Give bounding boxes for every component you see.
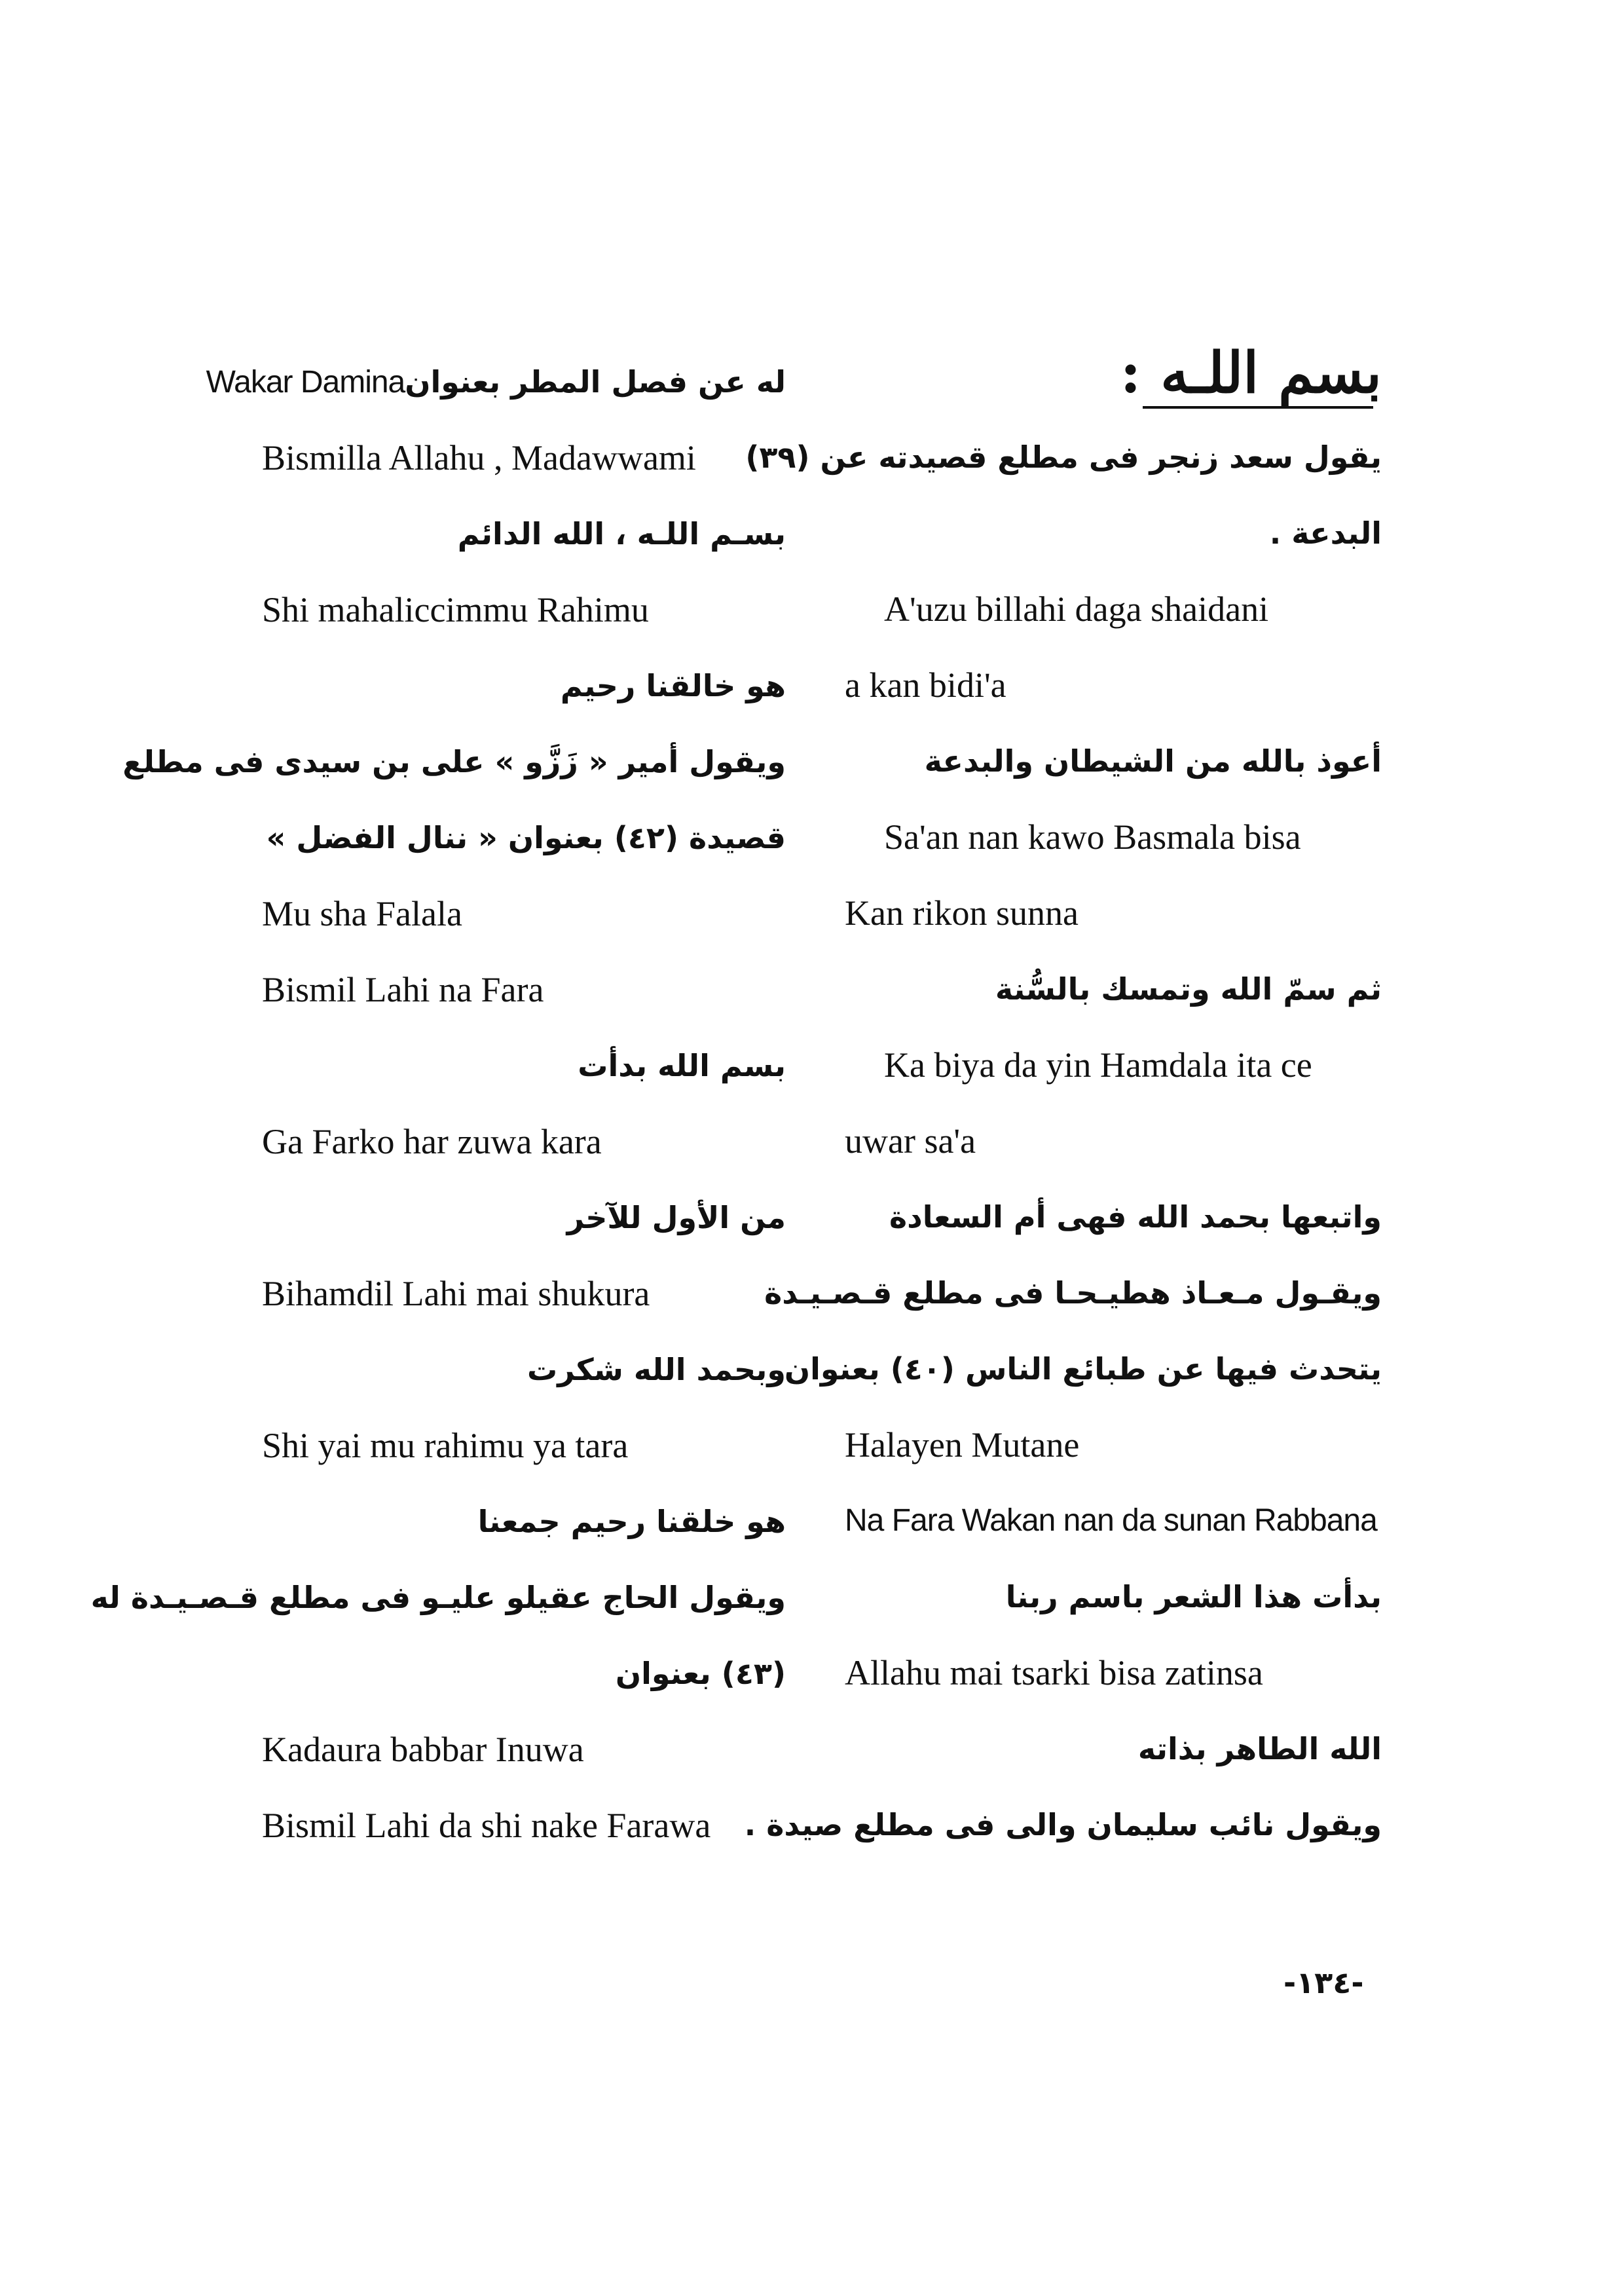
mixed-title-line bbox=[206, 344, 786, 420]
arabic-line: ويقـول مـعـاذ هطيـحـا فى مطلع قـصـيـدة bbox=[764, 1275, 1382, 1311]
arabic-translation-line: ثم سمّ الله وتمسك بالسُّنة bbox=[995, 971, 1382, 1007]
arabic-translation-line: من الأول للآخر bbox=[566, 1200, 786, 1235]
arabic-line: البدعة . bbox=[1269, 515, 1382, 551]
hausa-verse-line: Allahu mai tsarki bisa zatinsa bbox=[845, 1653, 1263, 1692]
page-number: -١٣٤- bbox=[1283, 1965, 1364, 2000]
arabic-line: ويقول نائب سليمان والى فى مطلع صيدة . bbox=[744, 1807, 1382, 1842]
arabic-line: يتحدث فيها عن طبائع الناس (٤٠) بعنوان bbox=[784, 1351, 1382, 1387]
hausa-verse-line: Kan rikon sunna bbox=[845, 893, 1079, 933]
arabic-line: (٤٣) بعنوان bbox=[615, 1656, 786, 1691]
arabic-translation-line: بسـم اللـه ، الله الدائم bbox=[457, 516, 786, 551]
arabic-translation-line: الله الطاهر بذاته bbox=[1137, 1731, 1382, 1766]
hausa-verse-line: Ka biya da yin Hamdala ita ce bbox=[884, 1045, 1312, 1085]
arabic-translation-line: هو خلقنا رحيم جمعنا bbox=[477, 1504, 786, 1539]
arabic-line: ويقول الحاج عقيلو عليـو فى مطلع قـصـيـدة له bbox=[90, 1580, 786, 1615]
hausa-verse-line: A'uzu billahi daga shaidani bbox=[884, 589, 1269, 629]
hausa-verse-line: Ga Farko har zuwa kara bbox=[262, 1122, 602, 1161]
hausa-verse-line: Shi mahaliccimmu Rahimu bbox=[262, 590, 649, 629]
hausa-title-line: Kadaura babbar Inuwa bbox=[262, 1730, 584, 1769]
hausa-verse-line: Na Fara Wakan nan da sunan Rabbana bbox=[845, 1503, 1377, 1538]
right-column bbox=[744, 327, 1382, 1863]
hausa-verse-line: Sa'an nan kawo Basmala bisa bbox=[884, 817, 1301, 857]
arabic-line: ويقول أمير « زَزَّو » على بن سيدى فى مطلع bbox=[122, 744, 786, 779]
hausa-title-line: Mu sha Falala bbox=[262, 894, 462, 933]
hausa-verse-line: Bismil Lahi na Fara bbox=[262, 970, 544, 1009]
hausa-verse-line: uwar sa'a bbox=[845, 1121, 976, 1161]
arabic-translation-line: أعوذ بالله من الشيطان والبدعة bbox=[924, 743, 1382, 779]
hausa-verse-line: Bismilla Allahu , Madawwami bbox=[262, 438, 696, 477]
heading-underline bbox=[1143, 406, 1373, 409]
left-column bbox=[90, 344, 786, 1863]
arabic-line: قصيدة (٤٢) بعنوان « ننال الفضل » bbox=[266, 820, 786, 855]
hausa-verse-line: a kan bidi'a bbox=[845, 665, 1006, 705]
section-heading: بسم اللـه : bbox=[1120, 340, 1382, 406]
hausa-title-text: Wakar Damina bbox=[206, 365, 405, 400]
arabic-translation-line: بدأت هذا الشعر باسم ربنا bbox=[1005, 1579, 1382, 1614]
hausa-title-line: Halayen Mutane bbox=[845, 1425, 1080, 1465]
hausa-verse-line: Bihamdil Lahi mai shukura bbox=[262, 1274, 650, 1313]
arabic-intro-text: له عن فصل المطر بعنوان bbox=[405, 364, 786, 400]
arabic-translation-line: واتبعها بحمد الله فهى أم السعادة bbox=[889, 1199, 1382, 1235]
arabic-translation-line: هو خالقنا رحيم bbox=[560, 668, 786, 703]
arabic-line: يقول سعد زنجر فى مطلع قصيدته عن (٣٩) bbox=[745, 439, 1382, 475]
hausa-verse-line: Bismil Lahi da shi nake Farawa bbox=[262, 1806, 711, 1845]
arabic-translation-line: بسم الله بدأت bbox=[578, 1048, 786, 1083]
hausa-verse-line: Shi yai mu rahimu ya tara bbox=[262, 1426, 629, 1465]
arabic-translation-line: وبحمد الله شكرت bbox=[527, 1352, 786, 1387]
